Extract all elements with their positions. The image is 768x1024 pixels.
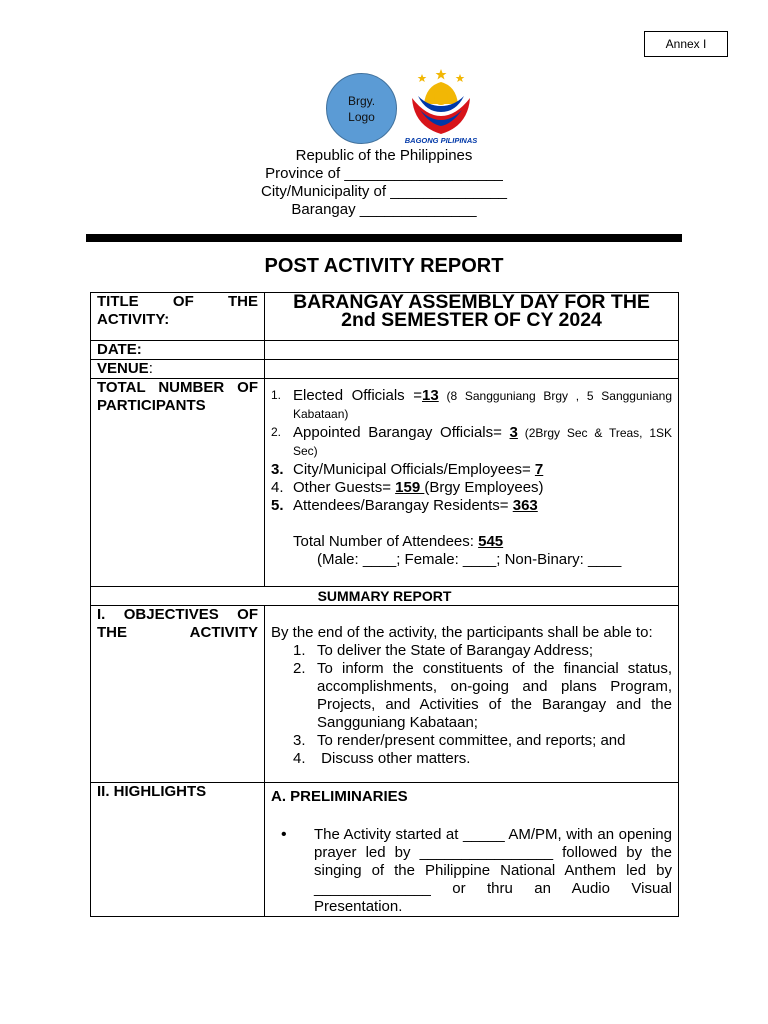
post-activity-report-table	[90, 292, 679, 917]
activity-title-line1: BARANGAY ASSEMBLY DAY FOR THE	[293, 291, 650, 313]
participants-cell	[265, 379, 679, 587]
highlights-row	[91, 783, 679, 917]
participant-num: 5.	[271, 497, 284, 514]
objective-item	[293, 642, 672, 660]
participant-num: 3.	[271, 461, 284, 478]
bagong-pilipinas-wordmark: BAGONG PILIPINAS	[404, 136, 478, 145]
venue-row	[91, 360, 679, 379]
participant-value: 3	[509, 424, 518, 441]
venue-label: VENUE	[97, 360, 149, 377]
objectives-row	[91, 606, 679, 783]
barangay-logo-placeholder	[326, 73, 397, 144]
gender-breakdown: (Male: ____; Female: ____; Non-Binary: ____	[317, 551, 622, 568]
document-title: POST ACTIVITY REPORT	[264, 255, 504, 277]
preliminaries-bullet-item	[271, 826, 672, 916]
participant-note: (Brgy Employees)	[424, 479, 544, 496]
participant-value: 13	[422, 387, 439, 404]
total-attendees	[271, 533, 672, 551]
participant-item-city-officials	[271, 461, 672, 478]
participant-text: City/Municipal Officials/Employees=	[293, 461, 535, 478]
participants-row	[91, 379, 679, 587]
objective-num: 3.	[293, 732, 306, 749]
objectives-label: I. OBJECTIVES OF THE ACTIVITY	[91, 606, 265, 783]
participant-value: 7	[534, 461, 544, 478]
annex-label: Annex I	[644, 31, 728, 57]
total-label: Total Number of Attendees:	[293, 533, 479, 550]
bullet-icon: •	[281, 826, 287, 843]
preliminaries-heading: A. PRELIMINARIES	[271, 788, 408, 805]
venue-value	[265, 360, 679, 379]
participant-num: 4.	[271, 479, 284, 496]
total-value: 545	[478, 533, 504, 550]
brgy-logo-text-line2: Logo	[348, 109, 375, 124]
venue-label-cell	[91, 360, 265, 379]
title-row	[91, 293, 679, 341]
date-row	[91, 341, 679, 360]
participant-value: 159	[395, 479, 425, 496]
title-label: TITLE OF THE ACTIVITY:	[91, 293, 265, 341]
header-divider	[86, 234, 682, 242]
objectives-intro: By the end of the activity, the participants shall be able to:	[271, 624, 653, 641]
participants-label: TOTAL NUMBER OF PARTICIPANTS	[91, 379, 265, 587]
participant-note: (2Brgy Sec & Treas, 1SK Sec)	[293, 426, 672, 458]
objective-item	[293, 660, 672, 732]
objective-text: To inform the constituents of the financial status, accomplishments, on-going and plans Program, Projects, and Activities of the Barangay and the Sangguniang Kabataan;	[317, 660, 672, 731]
date-label: DATE:	[91, 341, 265, 360]
venue-colon: :	[148, 360, 153, 377]
participant-text: Other Guests=	[293, 479, 396, 496]
participant-item-guests	[271, 479, 672, 496]
summary-report-header: SUMMARY REPORT	[91, 587, 679, 606]
objective-num: 2.	[293, 660, 306, 677]
participant-text: Attendees/Barangay Residents=	[293, 497, 513, 514]
preliminaries-text: The Activity started at _____ AM/PM, with an opening prayer led by ________________ followed by the singing of the Philippine National Anthem led by ______________ or thru an Audio Visual Presentation.	[314, 826, 672, 915]
objective-item	[293, 750, 672, 768]
document-header	[200, 147, 568, 219]
bagong-pilipinas-logo	[400, 68, 482, 146]
barangay-line: Barangay ______________	[291, 201, 477, 218]
highlights-label: II. HIGHLIGHTS	[91, 783, 265, 917]
objective-num: 1.	[293, 642, 306, 659]
participant-text: Elected Officials =	[293, 387, 423, 404]
brgy-logo-text-line1: Brgy.	[347, 93, 376, 108]
objective-num: 4.	[293, 750, 306, 767]
participant-num: 1.	[271, 388, 282, 402]
participants-list	[271, 379, 672, 514]
participant-note: (8 Sangguniang Brgy , 5 Sangguniang Kabataan)	[293, 389, 673, 421]
participant-value: 363	[512, 497, 538, 514]
participant-item-elected	[271, 387, 672, 423]
activity-title-line2: 2nd SEMESTER OF CY 2024	[341, 309, 602, 331]
participant-item-appointed	[271, 424, 672, 460]
republic-line: Republic of the Philippines	[295, 147, 473, 164]
participant-num: 2.	[271, 425, 282, 439]
summary-header-row	[91, 587, 679, 606]
objectives-list	[271, 642, 672, 768]
objective-text: Discuss other matters.	[317, 750, 471, 767]
participant-item-residents	[271, 497, 672, 514]
highlights-cell	[265, 783, 679, 917]
date-value	[265, 341, 679, 360]
activity-title	[265, 293, 679, 341]
participant-text: Appointed Barangay Officials=	[293, 424, 510, 441]
province-line: Province of ___________________	[265, 165, 503, 182]
objective-text: To render/present committee, and reports; and	[317, 732, 626, 749]
city-line: City/Municipality of ______________	[261, 183, 507, 200]
objectives-cell	[265, 606, 679, 783]
objective-text: To deliver the State of Barangay Address;	[317, 642, 593, 659]
objective-item	[293, 732, 672, 750]
